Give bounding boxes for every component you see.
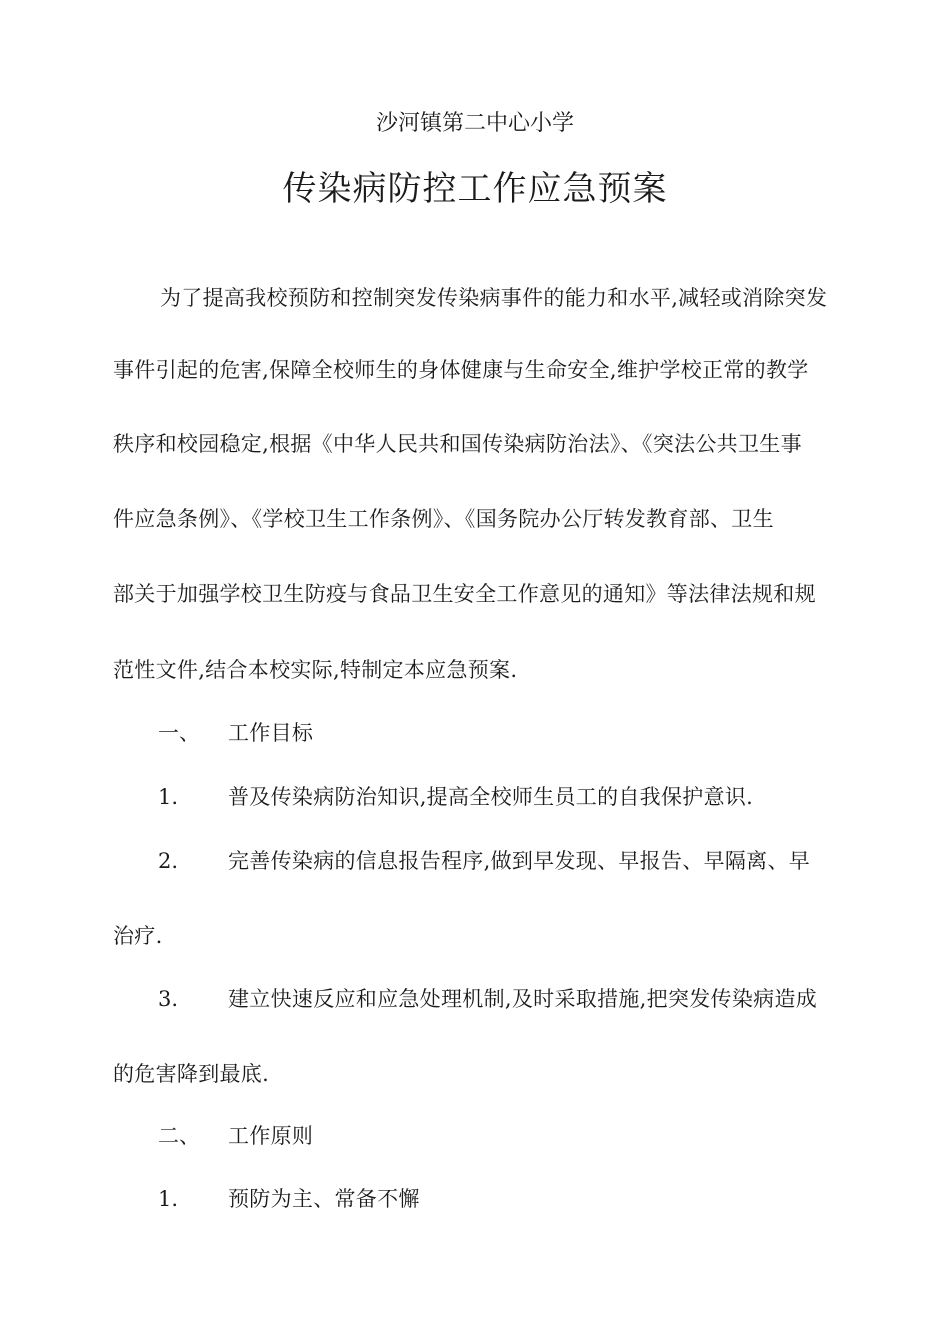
- intro-line-1: 为了提高我校预防和控制突发传染病事件的能力和水平,减轻或消除突发: [160, 286, 828, 310]
- section-1-item-1-number: 1.: [158, 785, 179, 809]
- section-1-item-2-text: 完善传染病的信息报告程序,做到早发现、早报告、早隔离、早: [228, 849, 811, 873]
- section-1-item-3-continuation: 的危害降到最底.: [113, 1062, 270, 1086]
- document-title: 传染病防控工作应急预案: [282, 169, 668, 209]
- section-1-item-2-continuation: 治疗.: [113, 924, 163, 948]
- section-2-heading: 工作原则: [228, 1124, 314, 1148]
- section-1-item-2-number: 2.: [158, 849, 179, 873]
- intro-line-2: 事件引起的危害,保障全校师生的身体健康与生命安全,维护学校正常的教学: [113, 358, 809, 382]
- section-2-item-1-text: 预防为主、常备不懈: [228, 1187, 420, 1211]
- intro-line-3: 秩序和校园稳定,根据《中华人民共和国传染病防治法》、《突法公共卫生事: [113, 432, 802, 456]
- section-2-number: 二、: [158, 1124, 200, 1148]
- intro-line-4: 件应急条例》、《学校卫生工作条例》、《国务院办公厅转发教育部、卫生: [113, 507, 774, 531]
- section-1-number: 一、: [158, 721, 200, 745]
- section-1-item-3-text: 建立快速反应和应急处理机制,及时采取措施,把突发传染病造成: [228, 987, 818, 1011]
- school-name: 沙河镇第二中心小学: [375, 111, 574, 136]
- section-1-heading: 工作目标: [228, 721, 314, 745]
- section-2-item-1-number: 1.: [158, 1187, 179, 1211]
- section-1-item-1-text: 普及传染病防治知识,提高全校师生员工的自我保护意识.: [228, 785, 754, 809]
- intro-line-5: 部关于加强学校卫生防疫与食品卫生安全工作意见的通知》等法律法规和规: [113, 582, 816, 606]
- section-1-item-3-number: 3.: [158, 987, 179, 1011]
- intro-line-6: 范性文件,结合本校实际,特制定本应急预案.: [113, 658, 518, 682]
